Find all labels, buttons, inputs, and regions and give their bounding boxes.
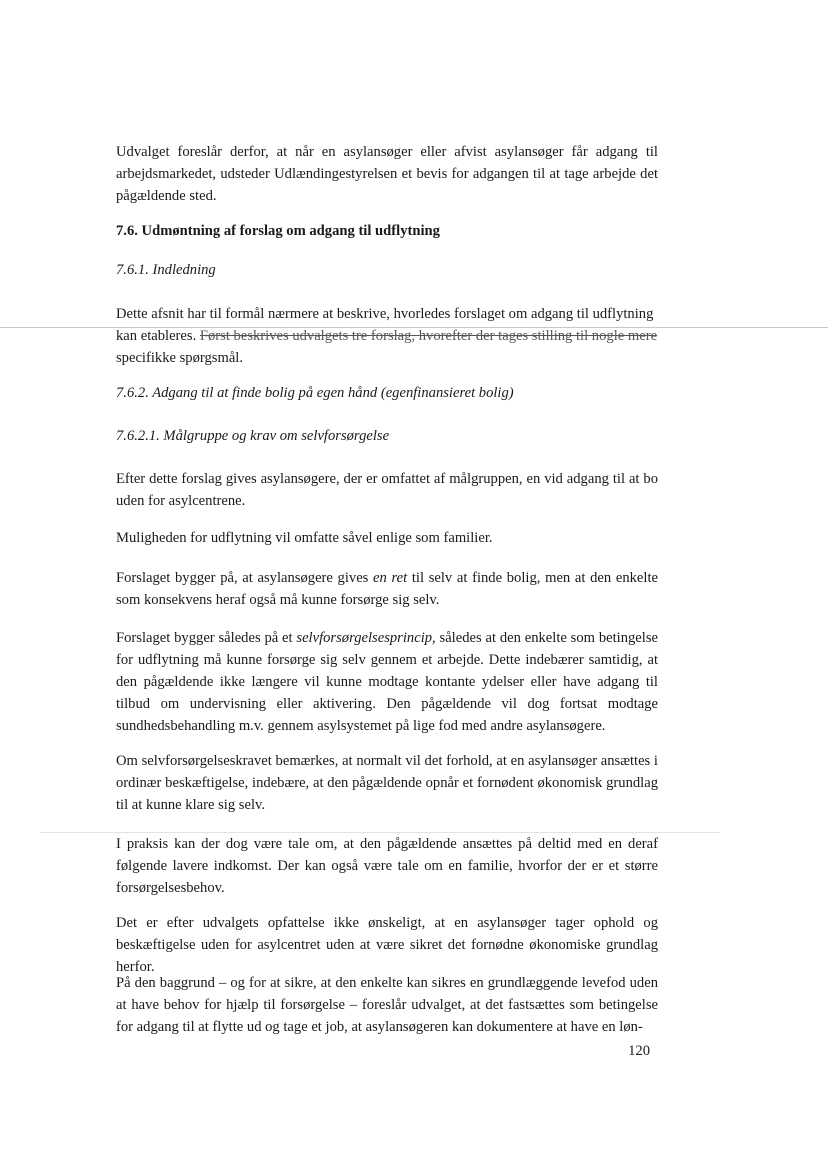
subsection-heading: 7.6.2.1. Målgruppe og krav om selvforsørgelse bbox=[116, 428, 390, 444]
paragraph: På den baggrund – og for at sikre, at den enkelte kan sikres en grundlæggende levefod uden at have behov for hjælp til forsørgelse – foreslår udvalget, at det fastsættes som betingelse for adgang til at flytte ud og tage et job, at asylansøgeren kan dokumentere at have en løn- bbox=[116, 975, 658, 1035]
paragraph-text: Forslaget bygger således på et bbox=[116, 630, 297, 646]
paragraph-text: til selv at finde bolig, men at den enkelte som konsekvens heraf også må kunne forsørge sig selv. bbox=[116, 570, 658, 608]
emphasis-text: selvforsørgelsesprincip bbox=[296, 630, 433, 646]
paragraph: Efter dette forslag gives asylansøgere, der er omfattet af målgruppen, en vid adgang til at bo uden for asylcentrene. bbox=[116, 471, 658, 509]
subsection-heading: 7.6.1. Indledning bbox=[116, 262, 216, 278]
paragraph: Om selvforsørgelseskravet bemærkes, at normalt vil det forhold, at en asylansøger ansættes i ordinær beskæftigelse, indebære, at den pågældende opnår et fornødent økonomisk grundlag til at kunne klare sig selv. bbox=[116, 753, 658, 813]
section-heading: 7.6. Udmøntning af forslag om adgang til udflytning bbox=[116, 223, 440, 239]
paragraph bbox=[116, 627, 658, 737]
paragraph: Muligheden for udflytning vil omfatte såvel enlige som familier. bbox=[116, 530, 493, 546]
paragraph-text: kan etableres. bbox=[116, 328, 197, 344]
struck-text: Først beskrives udvalgets tre forslag, hvorefter der tages stilling til nogle mere bbox=[199, 328, 658, 344]
paragraph: Det er efter udvalgets opfattelse ikke ønskeligt, at en asylansøger tager ophold og beskæftigelse uden for asylcentret uden at være sikret det fornødne økonomiske grundlag herfor. bbox=[116, 915, 658, 975]
paragraph-line: Dette afsnit har til formål nærmere at beskrive, hvorledes forslaget om adgang til udflytning bbox=[116, 306, 654, 322]
paragraph: I praksis kan der dog være tale om, at den pågældende ansættes på deltid med en deraf følgende lavere indkomst. Der kan også være tale om en familie, hvorfor der er et større forsørgelsesbehov. bbox=[116, 836, 658, 896]
paragraph-text: Forslaget bygger på, at asylansøgere gives bbox=[116, 570, 374, 586]
paragraph-line bbox=[116, 325, 658, 347]
paragraph bbox=[116, 567, 658, 611]
paragraph bbox=[116, 303, 658, 369]
page-number: 120 bbox=[628, 1043, 650, 1059]
paragraph: Udvalget foreslår derfor, at når en asylansøger eller afvist asylansøger får adgang til arbejdsmarkedet, udsteder Udlændingestyrelsen et bevis for adgangen til at tage arbejde det pågældende sted. bbox=[116, 144, 658, 204]
emphasis-text: en ret bbox=[373, 570, 408, 586]
paragraph-text: , således at den enkelte som betingelse for udflytning må kunne forsørge sig selv gennem et arbejde. Dette indebærer samtidig, at den pågældende ikke længere vil kunne modtage kontante ydelser eller have adgang til tilbud om undervisning eller aktivering. Den pågældende vil dog fortsat modtage sundhedsbehandling m.v. gennem asylsystemet på lige fod med andre asylansøgere. bbox=[116, 630, 658, 734]
paragraph-line: specifikke spørgsmål. bbox=[116, 350, 243, 366]
subsection-heading: 7.6.2. Adgang til at finde bolig på egen hånd (egenfinansieret bolig) bbox=[116, 385, 514, 401]
